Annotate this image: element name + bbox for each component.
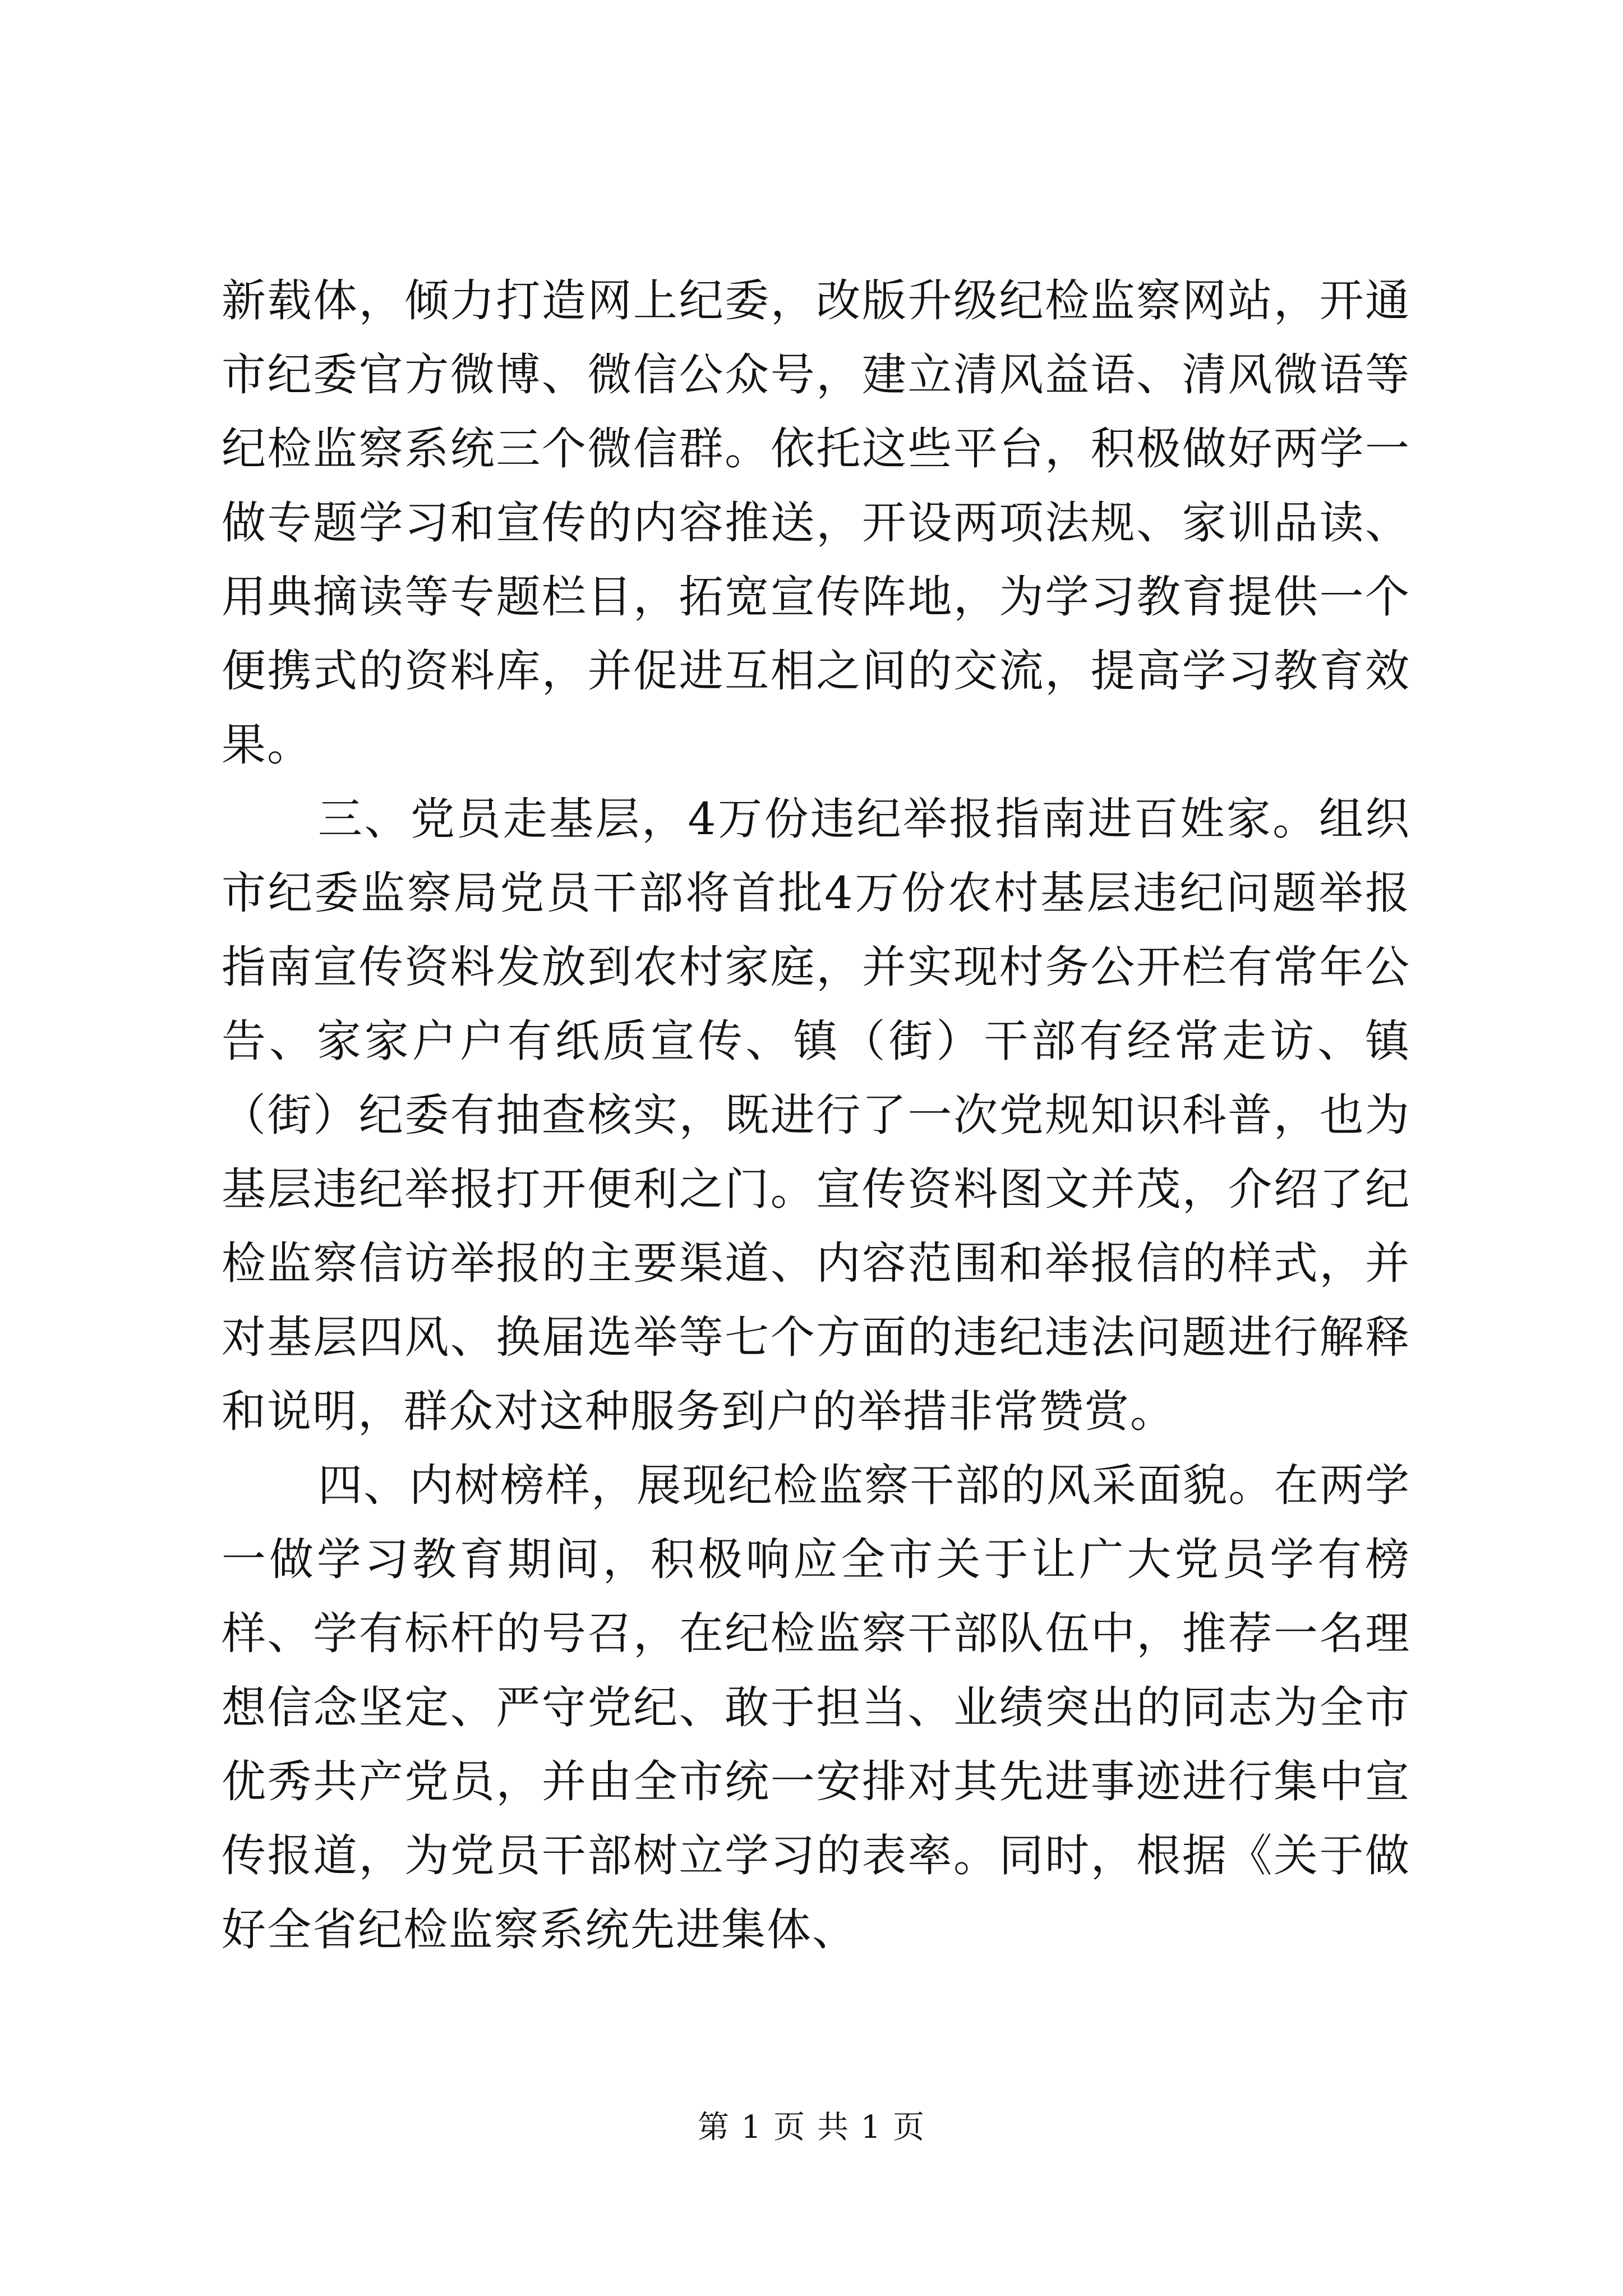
paragraph-continuation: 新载体，倾力打造网上纪委，改版升级纪检监察网站，开通市纪委官方微博、微信公众号，建立清风益语、清风微语等纪检监察系统三个微信群。依托这些平台，积极做好两学一做专题学习和宣传的内容推送，开设两项法规、家训品读、用典摘读等专题栏目，拓宽宣传阵地，为学习教育提供一个便携式的资料库，并促进互相之间的交流，提高学习教育效果。 bbox=[222, 275, 1410, 771]
page-number-footer: 第 1 页 共 1 页 bbox=[697, 2109, 926, 2146]
document-body bbox=[222, 264, 1410, 1967]
paragraph-section-three: 三、党员走基层，4万份违纪举报指南进百姓家。组织市纪委监察局党员干部将首批4万份农村基层违纪问题举报指南宣传资料发放到农村家庭，并实现村务公开栏有常年公告、家家户户有纸质宣传、镇（街）干部有经常走访、镇（街）纪委有抽查核实，既进行了一次党规知识科普，也为基层违纪举报打开便利之门。宣传资料图文并茂，介绍了纪检监察信访举报的主要渠道、内容范围和举报信的样式，并对基层四风、换届选举等七个方面的违纪违法问题进行解释和说明，群众对这种服务到户的举措非常赞赏。 bbox=[222, 793, 1410, 1437]
paragraph-section-four: 四、内树榜样，展现纪检监察干部的风采面貌。在两学一做学习教育期间，积极响应全市关于让广大党员学有榜样、学有标杆的号召，在纪检监察干部队伍中，推荐一名理想信念坚定、严守党纪、敢于担当、业绩突出的同志为全市优秀共产党员，并由全市统一安排对其先进事迹进行集中宣传报道，为党员干部树立学习的表率。同时，根据《关于做好全省纪检监察系统先进集体、 bbox=[222, 1460, 1410, 1955]
